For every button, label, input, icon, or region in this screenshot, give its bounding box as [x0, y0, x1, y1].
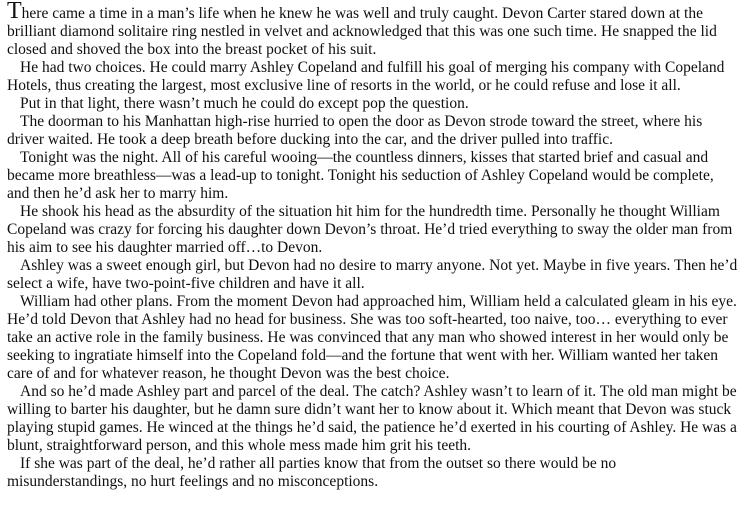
- paragraph-8: William had other plans. From the moment Devon had approached him, William held a calculated gleam in his eye. He’d told Devon that Ashley had no head for business. She was too soft-hearted, too naive, too… everything to ever take an active role in the family business. He was convinced that any man who showed interest in her would only be seeking to ingratiate himself into the Copeland fold—and the fortune that went with her. William wanted her taken care of and for whatever reason, he thought Devon was the best choice.: [7, 293, 737, 382]
- paragraph-2: He had two choices. He could marry Ashley Copeland and fulfill his goal of merging his company with Copeland Hotels, thus creating the largest, most exclusive line of resorts in the world, or he could refuse and lose it all.: [7, 59, 725, 94]
- paragraph-5: Tonight was the night. All of his careful wooing—the countless dinners, kisses that started brief and casual and became more breathless—was a lead-up to tonight. Tonight his seduction of Ashley Copeland would be complete, and then he’d ask her to marry him.: [7, 149, 714, 202]
- paragraph-3: Put in that light, there wasn’t much he could do except pop the question.: [20, 95, 469, 112]
- paragraph-7: Ashley was a sweet enough girl, but Devon had no desire to marry anyone. Not yet. Maybe in five years. Then he’d select a wife, have two-point-five children and have it all.: [7, 257, 738, 292]
- raised-initial-cap: T: [7, 0, 22, 24]
- paragraph-9: And so he’d made Ashley part and parcel of the deal. The catch? Ashley wasn’t to learn of it. The old man might be willing to barter his daughter, but he damn sure didn’t want her to know about it. Which meant that Devon was stuck playing stupid games. He winced at the things he’d said, the patience he’d exerted in his courting of Ashley. He was a blunt, straightforward person, and this whole mess made him grit his teeth.: [7, 383, 737, 454]
- paragraph-6: He shook his head as the absurdity of the situation hit him for the hundredth time. Personally he thought William Copeland was crazy for forcing his daughter down Devon’s throat. He’d tried everything to sway the older man from his aim to see his daughter married off…to Devon.: [7, 203, 733, 256]
- paragraph-1-text: here came a time in a man’s life when he knew he was well and truly caught. Devon Carter stared down at the brilliant diamond solitaire ring nestled in velvet and acknowledged that this was one such time. He snapped the lid closed and shoved the box into the breast pocket of his suit.: [7, 5, 717, 58]
- paragraph-4: The doorman to his Manhattan high-rise hurried to open the door as Devon strode toward the street, where his driver waited. He took a deep breath before ducking into the car, and the driver pulled into traffic.: [7, 113, 703, 148]
- paragraph-1: [7, 2, 739, 59]
- paragraph-10: If she was part of the deal, he’d rather all parties know that from the outset so there would be no misunderstandings, no hurt feelings and no misconceptions.: [7, 455, 617, 490]
